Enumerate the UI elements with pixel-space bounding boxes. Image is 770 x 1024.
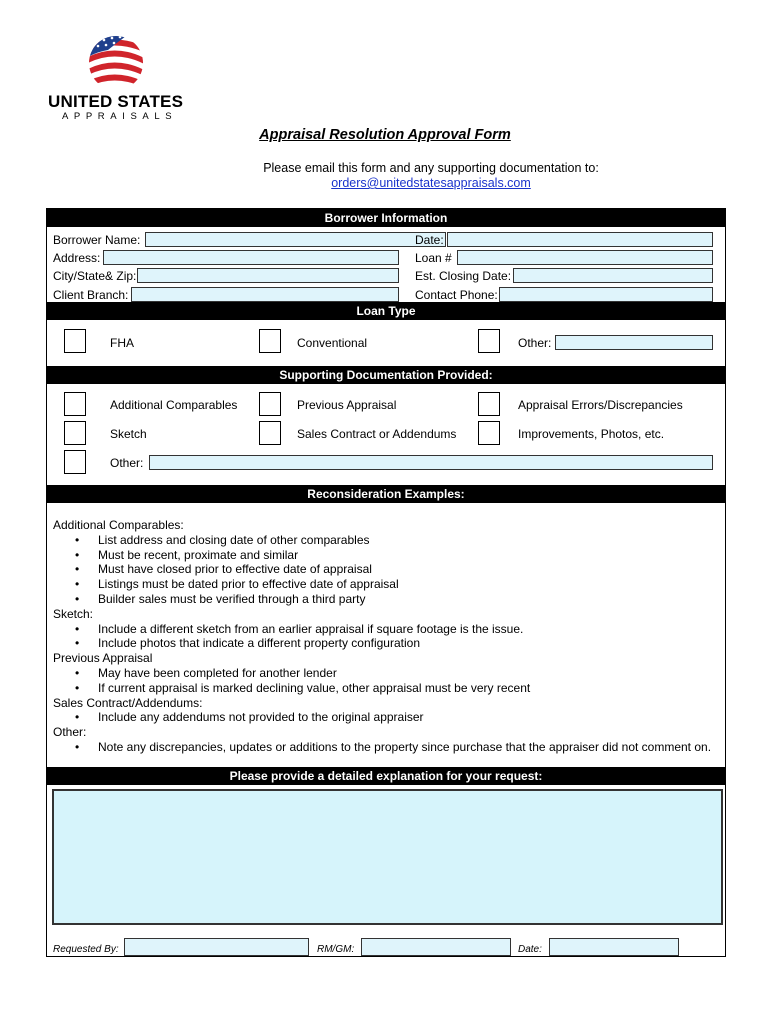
supporting-docs-header: Supporting Documentation Provided: — [47, 366, 725, 384]
loan-other-field[interactable] — [555, 335, 713, 350]
conventional-checkbox[interactable] — [259, 329, 281, 353]
sales-contract-checkbox[interactable] — [259, 421, 281, 445]
sketch-checkbox[interactable] — [64, 421, 86, 445]
previous-appraisal-checkbox[interactable] — [259, 392, 281, 416]
examples-header: Reconsideration Examples: — [47, 485, 725, 503]
explanation-textarea[interactable] — [52, 789, 723, 925]
fha-checkbox[interactable] — [64, 329, 86, 353]
form-container — [46, 208, 726, 957]
client-branch-label: Client Branch: — [53, 288, 129, 302]
address-label: Address: — [53, 251, 101, 265]
est-closing-date-label: Est. Closing Date: — [415, 269, 512, 283]
additional-comparables-checkbox[interactable] — [64, 392, 86, 416]
sketch-label: Sketch — [110, 427, 147, 441]
requested-by-field[interactable] — [124, 938, 309, 956]
intro-text: Please email this form and any supporting documentation to: — [263, 161, 599, 175]
list-item: • May have been completed for another lender — [53, 666, 711, 681]
requested-by-label: Requested By: — [53, 944, 119, 955]
rm-gm-field[interactable] — [361, 938, 511, 956]
previous-appraisal-label: Previous Appraisal — [297, 398, 397, 412]
loan-number-label: Loan # — [415, 251, 452, 265]
list-item: • List address and closing date of other comparables — [53, 533, 711, 548]
city-state-zip-field[interactable] — [137, 268, 399, 283]
improvements-label: Improvements, Photos, etc. — [518, 427, 665, 441]
contact-phone-label: Contact Phone: — [415, 288, 498, 302]
examples-section-title: Previous Appraisal — [53, 651, 153, 666]
borrower-name-field[interactable] — [145, 232, 446, 247]
city-state-zip-label: City/State& Zip: — [53, 269, 137, 283]
loan-number-field[interactable] — [457, 250, 713, 265]
address-field[interactable] — [103, 250, 399, 265]
examples-section-title: Additional Comparables: — [53, 518, 184, 532]
list-item: • Listings must be dated prior to effective date of appraisal — [53, 577, 711, 592]
docs-other-checkbox[interactable] — [64, 450, 86, 474]
est-closing-date-field[interactable] — [513, 268, 713, 283]
appraisal-errors-checkbox[interactable] — [478, 392, 500, 416]
improvements-checkbox[interactable] — [478, 421, 500, 445]
loan-other-checkbox[interactable] — [478, 329, 500, 353]
appraisal-errors-label: Appraisal Errors/Discrepancies — [518, 398, 683, 412]
list-item: • Builder sales must be verified through a third party — [53, 592, 711, 607]
examples-section-title: Sketch: — [53, 606, 94, 621]
list-item: • Must be recent, proximate and similar — [53, 548, 711, 563]
additional-comparables-label: Additional Comparables — [110, 398, 238, 412]
loan-other-label: Other: — [518, 336, 552, 350]
logo-subtitle: APPRAISALS — [62, 111, 178, 122]
logo-brand: UNITED STATES — [48, 92, 184, 111]
footer-date-field[interactable] — [549, 938, 679, 956]
list-item: • Include photos that indicate a different property configuration — [53, 636, 711, 651]
email-link[interactable]: orders@unitedstatesappraisals.com — [331, 176, 531, 190]
date-label: Date: — [415, 233, 444, 247]
docs-other-field[interactable] — [149, 455, 713, 470]
client-branch-field[interactable] — [131, 287, 399, 302]
borrower-name-label: Borrower Name: — [53, 233, 141, 247]
contact-phone-field[interactable] — [499, 287, 713, 302]
date-field[interactable] — [447, 232, 713, 247]
list-item: • Include a different sketch from an earlier appraisal if square footage is the issue. — [53, 622, 711, 637]
docs-other-label: Other: — [110, 456, 144, 470]
list-item: • Must have closed prior to effective date of appraisal — [53, 562, 711, 577]
fha-label: FHA — [110, 336, 134, 350]
conventional-label: Conventional — [297, 336, 368, 350]
examples-list — [53, 518, 711, 755]
examples-section-title: Sales Contract/Addendums: — [53, 695, 203, 710]
borrower-header: Borrower Information — [47, 209, 725, 227]
list-item: • Note any discrepancies, updates or additions to the property since purchase that the appraiser did not comment on. — [53, 740, 711, 755]
form-title: Appraisal Resolution Approval Form — [259, 127, 511, 143]
list-item: • Include any addendums not provided to the original appraiser — [53, 710, 711, 725]
loan-type-header: Loan Type — [47, 302, 725, 320]
footer-date-label: Date: — [518, 944, 542, 955]
explanation-header: Please provide a detailed explanation for your request: — [47, 767, 725, 785]
list-item: • If current appraisal is marked declining value, other appraisal must be very recent — [53, 681, 711, 696]
sales-contract-label: Sales Contract or Addendums — [297, 427, 457, 441]
rm-gm-label: RM/GM: — [317, 944, 355, 955]
examples-section-title: Other: — [53, 725, 87, 740]
